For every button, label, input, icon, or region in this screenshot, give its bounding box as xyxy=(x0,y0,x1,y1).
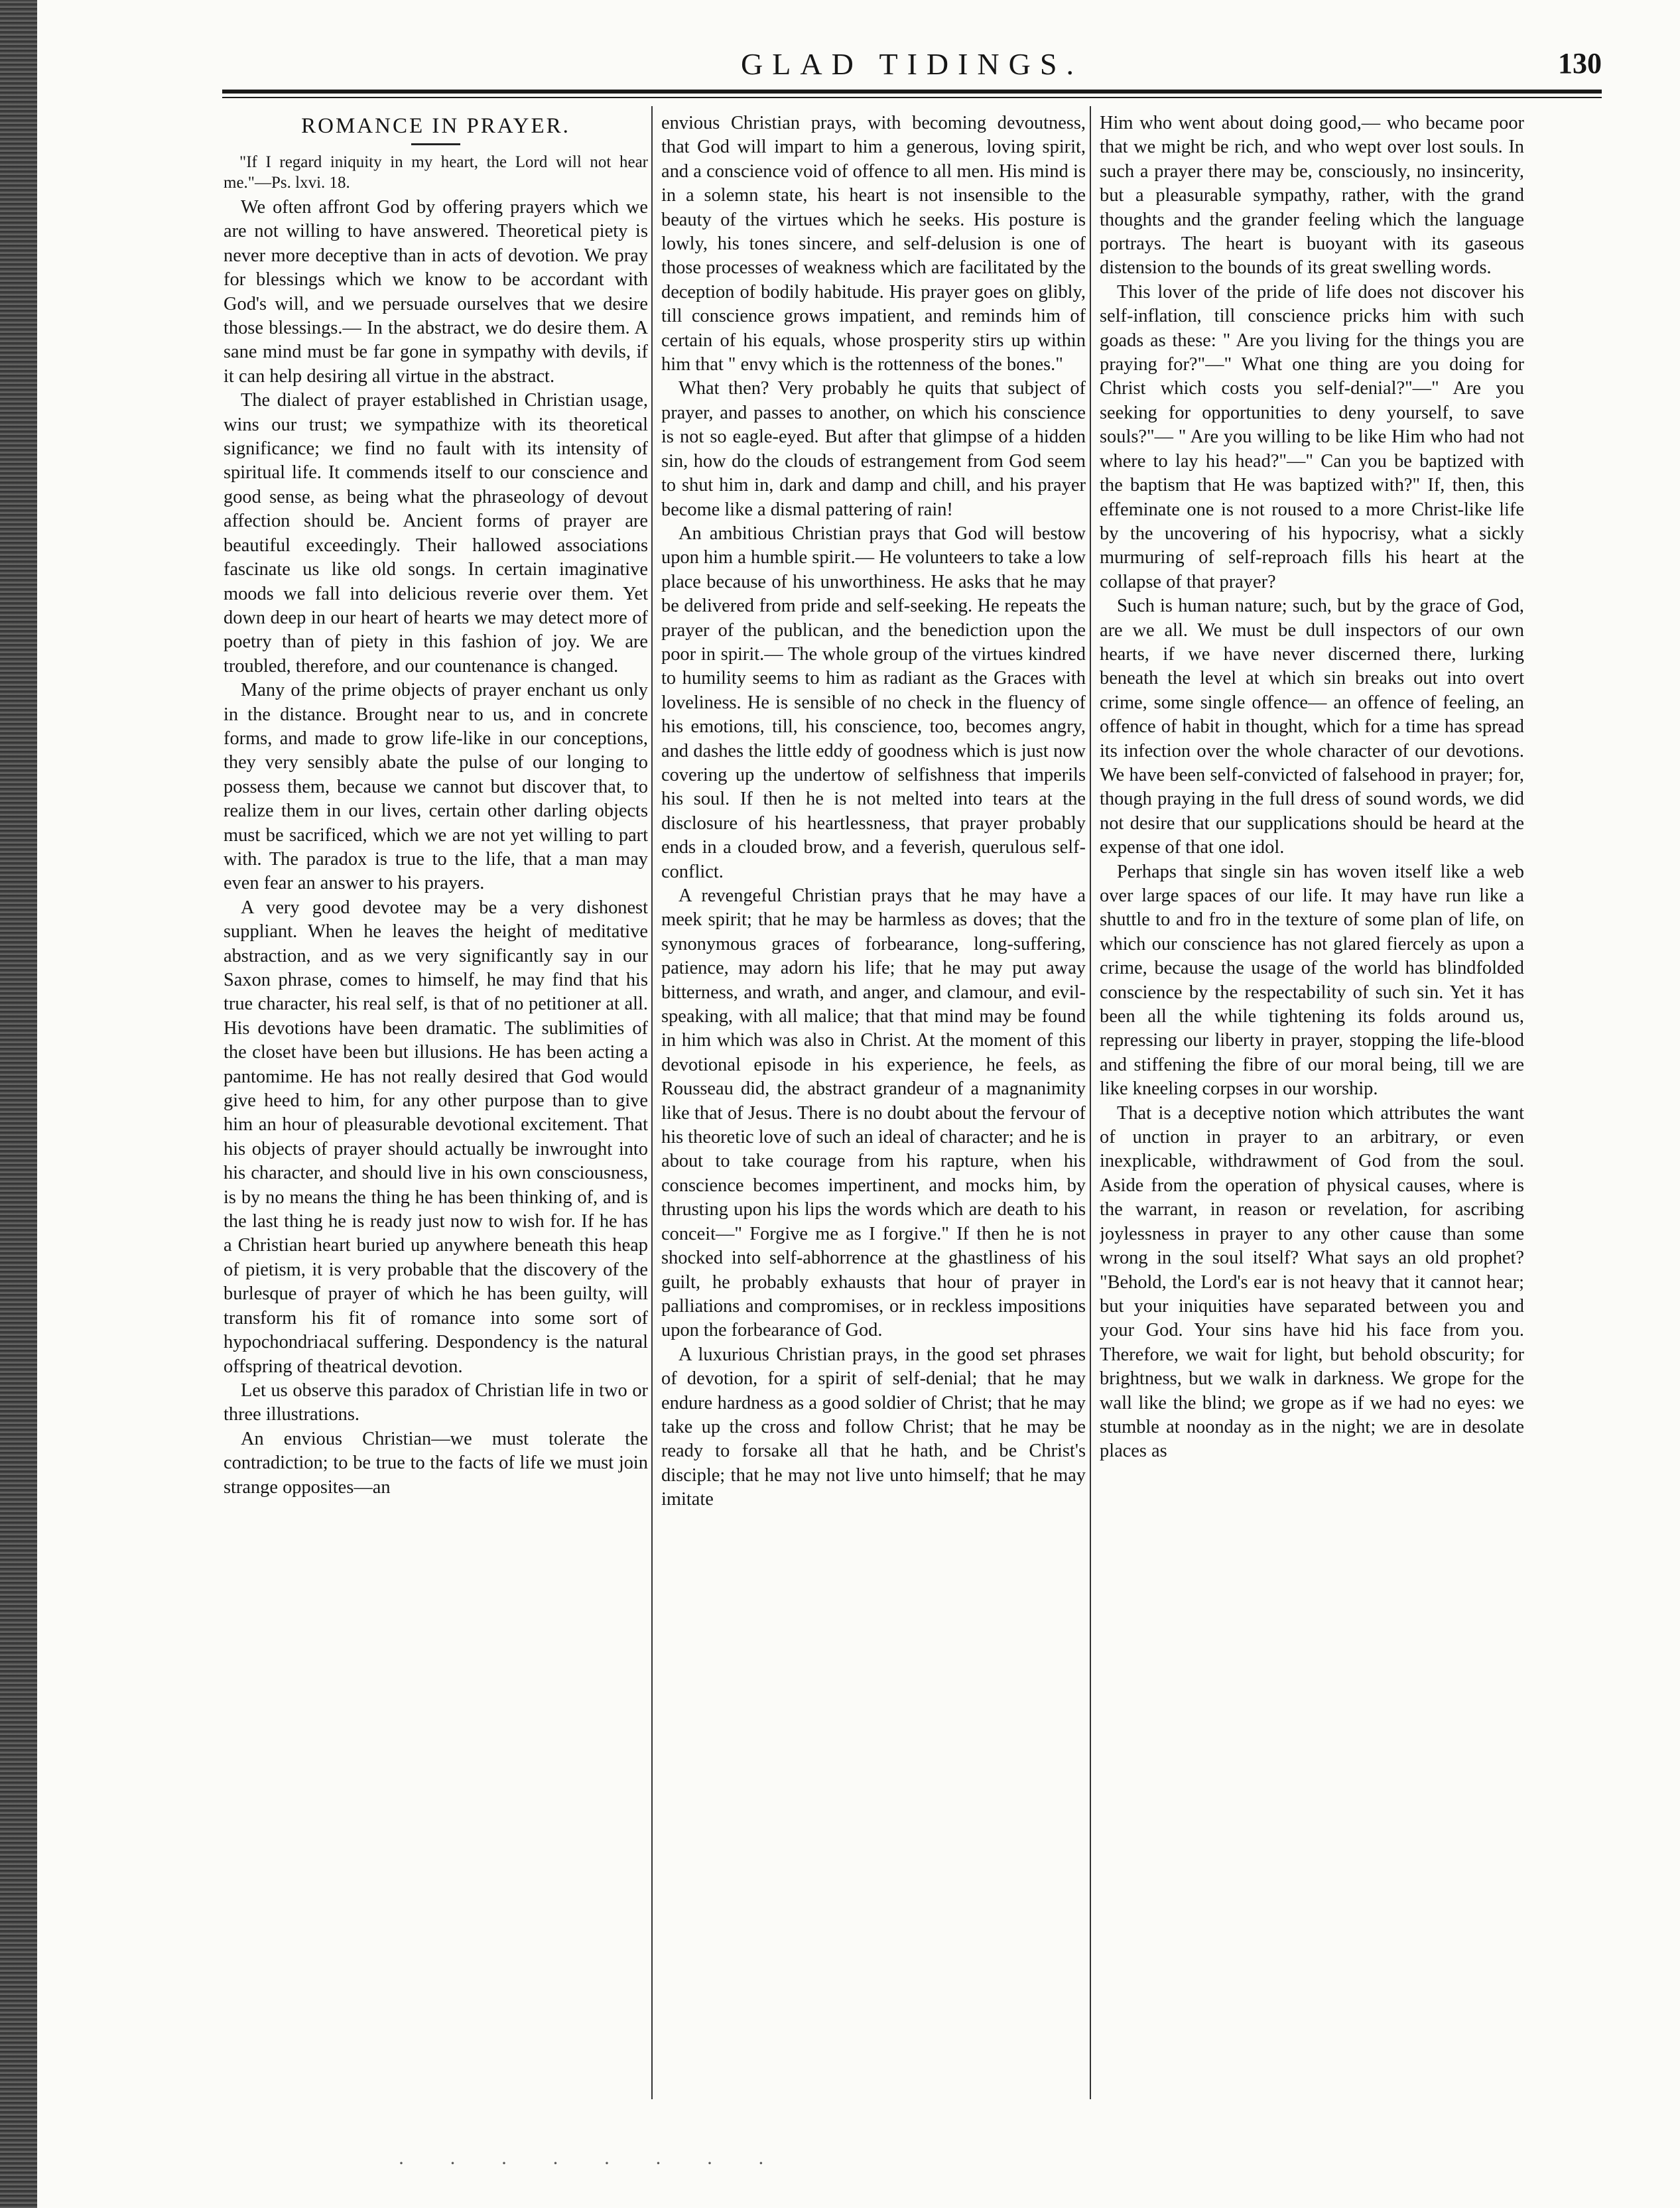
paragraph: That is a deceptive notion which attributes the want of unction in prayer to an arbitrary, or even inexplicable, withdrawment of God from the soul. Aside from the operation of physical causes, where is the warrant, in reason or revelation, for ascribing joylessness in prayer to any other cause than some wrong in the soul itself? What says an old prophet? "Behold, the Lord's ear is not heavy that it cannot hear; but your iniquities have separated between you and your God. Your sins have hid his face from you. Therefore, we wait for light, but behold obscurity; for brightness, but we walk in darkness. We grope for the wall like the blind; we grope as if we had no eyes: we stumble at noonday as in the night; we are in desolate places as xyxy=(1100,1102,1524,1462)
epigraph: "If I regard iniquity in my heart, the Lord will not hear me."—Ps. lxvi. 18. xyxy=(224,153,648,192)
column-3 xyxy=(1100,111,1524,2108)
scan-binding-edge xyxy=(0,0,37,2208)
column-rule xyxy=(651,106,653,2099)
paragraph: The dialect of prayer established in Christian usage, wins our trust; we sympathize with its theoretical significance; we find no fault with its intensity of spiritual life. It commends itself to our conscience and good sense, as being what the phraseology of devout affection should be. Ancient forms of prayer are beautiful exceedingly. Their hallowed associations fascinate us like old songs. In certain imaginative moods we fall into delicious reverie over them. Yet down deep in our heart of hearts we may detect more of poetry than of piety in this fashion of joy. We are troubled, therefore, and our countenance is changed. xyxy=(224,390,648,677)
paragraph: Him who went about doing good,— who became poor that we might be rich, and who wept over lost souls. In such a prayer there may be, consciously, no insincerity, but a pleasurable sympathy, rather, with the grand thoughts and the grander feeling which the language portrays. The heart is buoyant with its gaseous distension to the bounds of its great swelling words. xyxy=(1100,113,1524,279)
paragraph: This lover of the pride of life does not discover his self-inflation, till conscience pricks him with such goads as these: " Are you living for the things you are praying for?"—" What one thing are you doing for Christ which costs you self-denial?"—" Are you seeking for opportunities to deny yourself, to save souls?"— " Are you willing to be like Him who had not where to lay his head?"—" Can you be baptized with the baptism that He was baptized with?" If, then, this effeminate one is not roused to a more Christ-like life by the uncovering of his hypocrisy, what a sickly murmuring of self-reproach fills his heart at the collapse of that prayer? xyxy=(1100,281,1524,592)
paragraph: We often affront God by offering prayers which we are not willing to have answered. Theoretical piety is never more deceptive than in acts of devotion. We pray for blessings which we know to be accordant with God's will, and we persuade ourselves that we desire those blessings.— In the abstract, we do desire them. A sane mind must be far gone in sympathy with devils, if it can help desiring all virtue in the abstract. xyxy=(224,197,648,387)
paragraph: Such is human nature; such, but by the grace of God, are we all. We must be dull inspectors of our own hearts, if we have never discerned there, lurking beneath the level at which sin breaks out into overt crime, some single offence— an offence of feeling, an offence of habit in thought, which for a time has spread its infection over the whole character of our devotions. We have been self-convicted of falsehood in prayer; for, though praying in the full dress of sound words, we did not desire that our supplications should be heard at the expense of that one idol. xyxy=(1100,596,1524,858)
scan-specks: · · · · · · · · xyxy=(398,2152,785,2174)
column-1 xyxy=(224,111,648,2108)
column-rule xyxy=(1090,106,1091,2099)
title-divider xyxy=(411,143,460,145)
paragraph: Let us observe this paradox of Christian life in two or three illustrations. xyxy=(224,1380,648,1425)
paragraph: envious Christian prays, with becoming devoutness, that God will impart to him a generous, loving spirit, and a conscience void of offence to all men. His mind is in a solemn state, his heart is not insensible to the beauty of the virtues which he seeks. His posture is lowly, his tones sincere, and self-delusion is one of those processes of weakness which are facilitated by the deception of bodily habitude. His prayer goes on glibly, till conscience grows impatient, and reminds him of certain of his equals, whose prosperity stirs up within him that " envy which is the rottenness of the bones." xyxy=(661,113,1086,375)
header-rule-thin xyxy=(222,97,1602,98)
column-2 xyxy=(661,111,1086,2108)
paragraph: A luxurious Christian prays, in the good set phrases of devotion, for a spirit of self-denial; that he may endure hardness as a good soldier of Christ; that he may take up the cross and follow Christ; that he may be ready to forsake all that he hath, and be Christ's disciple; that he may not live unto himself; that he may imitate xyxy=(661,1344,1086,1510)
article-title: ROMANCE IN PRAYER. xyxy=(301,114,570,138)
paragraph: An envious Christian—we must tolerate the contradiction; to be true to the facts of life we must join strange opposites—an xyxy=(224,1428,648,1498)
paragraph: What then? Very probably he quits that subject of prayer, and passes to another, on which his conscience is not so eagle-eyed. But after that glimpse of a hidden sin, how do the clouds of estrangement from God seem to shut him in, dark and damp and chill, and his prayer become like a dismal pattering of rain! xyxy=(661,378,1086,520)
paragraph: Perhaps that single sin has woven itself like a web over large spaces of our life. It may have run like a shuttle to and fro in the texture of some plan of life, on which our conscience has not glared fiercely as upon a crime, because the usage of the world has blindfolded conscience by the respectability of such sin. Yet it has been all the while tightening its folds around us, repressing our liberty in prayer, stopping the life-blood and stiffening the fibre of our moral being, till we are like kneeling corpses in our worship. xyxy=(1100,861,1524,1100)
header-rule xyxy=(222,90,1602,94)
page-number: 130 xyxy=(1558,47,1602,80)
running-head xyxy=(222,41,1602,88)
paragraph: A revengeful Christian prays that he may have a meek spirit; that he may be harmless as doves; that the synonymous graces of forbearance, long-suffering, patience, may adorn his life; that he may put away bitterness, and wrath, and anger, and clamour, and evil-speaking, with all malice; that that mind may be found in him which was also in Christ. At the moment of this devotional episode in his experience, he feels, as Rousseau did, the abstract grandeur of a magnanimity like that of Jesus. There is no doubt about the fervour of his theoretic love of such an ideal of character; and he is about to take courage from his rapture, when his conscience becomes impertinent, and mocks him, by thrusting upon his lips the words which are death to his conceit—" Forgive me as I forgive." If then he is not shocked into self-abhorrence at the ghastliness of his guilt, he probably exhausts that hour of prayer in palliations and compromises, or in reckless impositions upon the forbearance of God. xyxy=(661,885,1086,1341)
paragraph: A very good devotee may be a very dishonest suppliant. When he leaves the height of meditative abstraction, and as we very significantly say in our Saxon phrase, comes to himself, he may find that his true character, his real self, is that of no petitioner at all. His devotions have been dramatic. The sublimities of the closet have been but illusions. He has been acting a pantomime. He has not really desired that God would give heed to him, for any other purpose than to give him an hour of pleasurable devotional excitement. That his objects of prayer should actually be inwrought into his character, and should live in his own consciousness, is by no means the thing he has been thinking of, and is the last thing he is ready just now to wish for. If he has a Christian heart buried up anywhere beneath this heap of pietism, it is very probable that the discovery of the burlesque of prayer of which he has been guilty, will transform his fit of romance into some sort of hypochondriacal suffering. Despondency is the natural offspring of theatrical devotion. xyxy=(224,897,648,1377)
paragraph: Many of the prime objects of prayer enchant us only in the distance. Brought near to us, and in concrete forms, and made to grow life-like in our conceptions, they very sensibly abate the pulse of our longing to possess them, because we cannot but discover that, to realize them in our lives, certain other darling objects must be sacrificed, which we are not yet willing to part with. The paradox is true to the life, that a man may even fear an answer to his prayers. xyxy=(224,680,648,894)
running-title: GLAD TIDINGS. xyxy=(741,47,1083,81)
paragraph: An ambitious Christian prays that God will bestow upon him a humble spirit.— He volunteers to take a low place because of his unworthiness. He asks that he may be delivered from pride and self-seeking. He repeats the prayer of the publican, and the benediction upon the poor in spirit.— The whole group of the virtues kindred to humility seems to him as radiant as the Graces with loveliness. He is sensible of no check in the fluency of his emotions, till, his conscience, too, becomes angry, and dashes the little eddy of goodness which is just now covering up the undertow of selfishness that imperils his soul. If then he is not melted into tears at the disclosure of his heartlessness, that prayer probably ends in a clouded brow, and a feverish, querulous self-conflict. xyxy=(661,523,1086,882)
